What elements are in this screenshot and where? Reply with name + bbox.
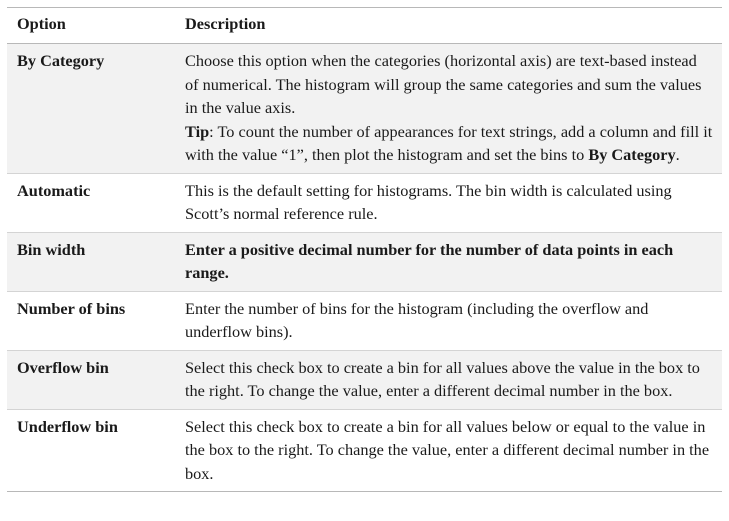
option-number-of-bins: Number of bins	[17, 298, 126, 318]
description-underflow-bin: Select this check box to create a bin for all values below or equal to the value in the box to the right. To change the value, enter a different decimal number in the box.	[185, 416, 710, 483]
tip-paragraph	[185, 120, 714, 167]
description-automatic: This is the default setting for histograms. The bin width is calculated using Scott’s normal reference rule.	[185, 180, 672, 223]
table-row-number-of-bins	[7, 291, 722, 350]
tip-end: .	[675, 145, 680, 164]
table-row-by-category	[7, 44, 722, 174]
description-number-of-bins: Enter the number of bins for the histogram (including the overflow and underflow bins).	[185, 298, 649, 341]
description-by-category	[175, 44, 722, 174]
header-option: Option	[17, 14, 66, 33]
table-header	[7, 8, 722, 44]
tip-bold-term: By Category	[588, 145, 676, 164]
options-table-container	[7, 7, 722, 492]
table-row-underflow-bin	[7, 409, 722, 492]
table-row-automatic	[7, 173, 722, 232]
option-bin-width: Bin width	[7, 232, 175, 291]
table-row-bin-width	[7, 232, 722, 291]
option-underflow-bin: Underflow bin	[17, 416, 118, 436]
option-overflow-bin: Overflow bin	[7, 350, 175, 409]
histogram-options-table	[7, 7, 722, 492]
option-automatic: Automatic	[17, 180, 91, 200]
description-text: Choose this option when the categories (horizontal axis) are text-based instead of numerical. The histogram will group the same categories and sum the values in the value axis.	[185, 51, 702, 117]
description-overflow-bin: Select this check box to create a bin for all values above the value in the box to the right. To change the value, enter a different decimal number in the box.	[175, 350, 722, 409]
header-row	[7, 8, 722, 44]
table-row-overflow-bin	[7, 350, 722, 409]
header-description: Description	[185, 14, 266, 33]
option-by-category: By Category	[7, 44, 175, 174]
description-bin-width: Enter a positive decimal number for the number of data points in each range.	[175, 232, 722, 291]
tip-text: : To count the number of appearances for text strings, add a column and fill it with the value “1”, then plot the histogram and set the bins to	[185, 121, 713, 164]
tip-label: Tip	[185, 121, 210, 141]
table-body	[7, 44, 722, 492]
